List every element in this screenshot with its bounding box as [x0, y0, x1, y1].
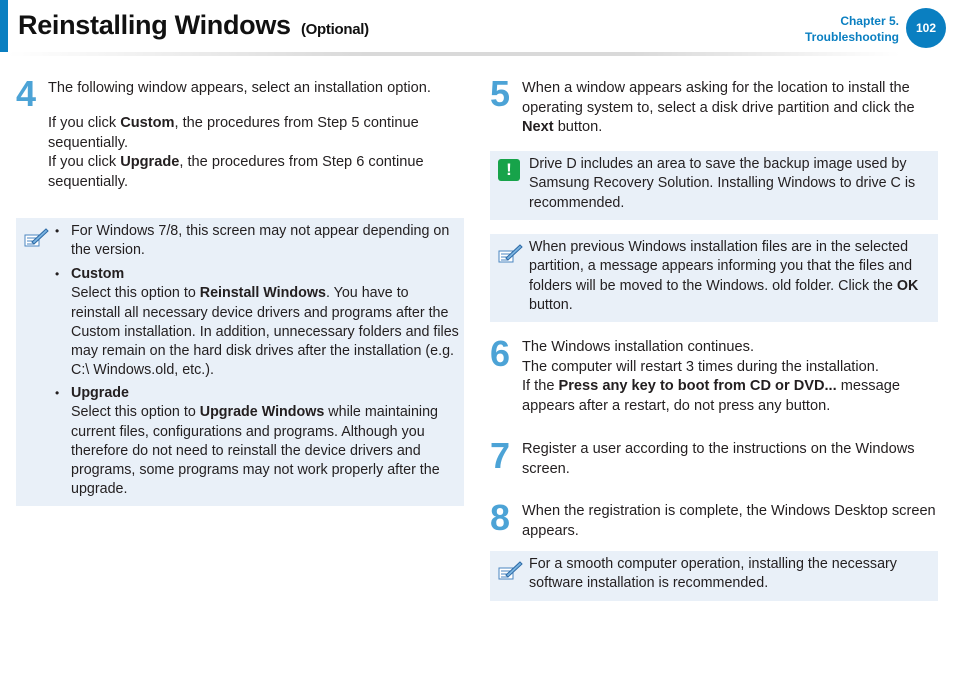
step-4-upgrade-text: If you click Upgrade, the procedures from Step 6 continue sequentially.: [48, 154, 424, 190]
bullet-icon: •: [55, 224, 60, 238]
note-upgrade-option: Upgrade Select this option to Upgrade Windows while maintaining current files, configurations and programs. Although you therefore do not need to reinstall the device drivers and programs, some programs may not work properly after the upgrade.: [71, 385, 440, 498]
note-pencil-icon: [496, 242, 524, 266]
header-divider: [8, 52, 900, 56]
step-4-intro: The following window appears, select an installation option.: [48, 80, 431, 96]
step-4-number: 4: [16, 73, 37, 114]
page-title-suffix: (Optional): [300, 21, 369, 38]
step-7-number: 7: [490, 435, 511, 476]
step-6-text: The Windows installation continues. The computer will restart 3 times during the installation. If the Press any key to boot from CD or DVD... message appears after a restart, do not press any button.: [522, 339, 900, 414]
chapter-number: Chapter 5.: [840, 14, 899, 28]
note-pencil-icon: [22, 226, 50, 250]
page-title: [18, 10, 369, 41]
warning-icon: !: [498, 159, 520, 181]
note-custom-option: Custom Select this option to Reinstall Windows. You have to reinstall all necessary device drivers and programs after the Custom installation. In addition, unnecessary folders and files may remain on the hard disk drives after the installation (e.g. C:\ Windows.old, etc.).: [71, 266, 459, 379]
chapter-label: [805, 13, 899, 45]
upgrade-option-title: Upgrade: [71, 385, 129, 401]
step-7-text: Register a user according to the instructions on the Windows screen.: [522, 441, 915, 477]
step-6-number: 6: [490, 333, 511, 374]
custom-option-title: Custom: [71, 266, 125, 282]
step-8-number: 8: [490, 497, 511, 538]
step-4-custom-text: If you click Custom, the procedures from Step 5 continue sequentially.: [48, 115, 419, 151]
note-version-text: For Windows 7/8, this screen may not appear depending on the version.: [71, 223, 450, 259]
step-8-text: When the registration is complete, the Windows Desktop screen appears.: [522, 503, 936, 539]
page-number-badge: 102: [906, 8, 946, 48]
chapter-name: Troubleshooting: [805, 30, 899, 44]
warning-text: Drive D includes an area to save the backup image used by Samsung Recovery Solution. Installing Windows to drive C is recommended.: [529, 156, 916, 211]
note-pencil-icon: [496, 559, 524, 583]
header-accent-bar: [0, 0, 8, 52]
bullet-icon: •: [55, 267, 60, 281]
page-title-text: Reinstalling Windows: [18, 10, 291, 40]
note-software-text: For a smooth computer operation, installing the necessary software installation is recommended.: [529, 556, 897, 592]
note-previous-files-text: When previous Windows installation files are in the selected partition, a message appears informing you that the files and folders will be moved to the Windows. old folder. Click the OK button.: [529, 239, 919, 313]
step-5-text: When a window appears asking for the location to install the operating system to, select a disk drive partition and click the Next button.: [522, 80, 915, 136]
bullet-icon: •: [55, 386, 60, 400]
step-5-number: 5: [490, 73, 511, 114]
